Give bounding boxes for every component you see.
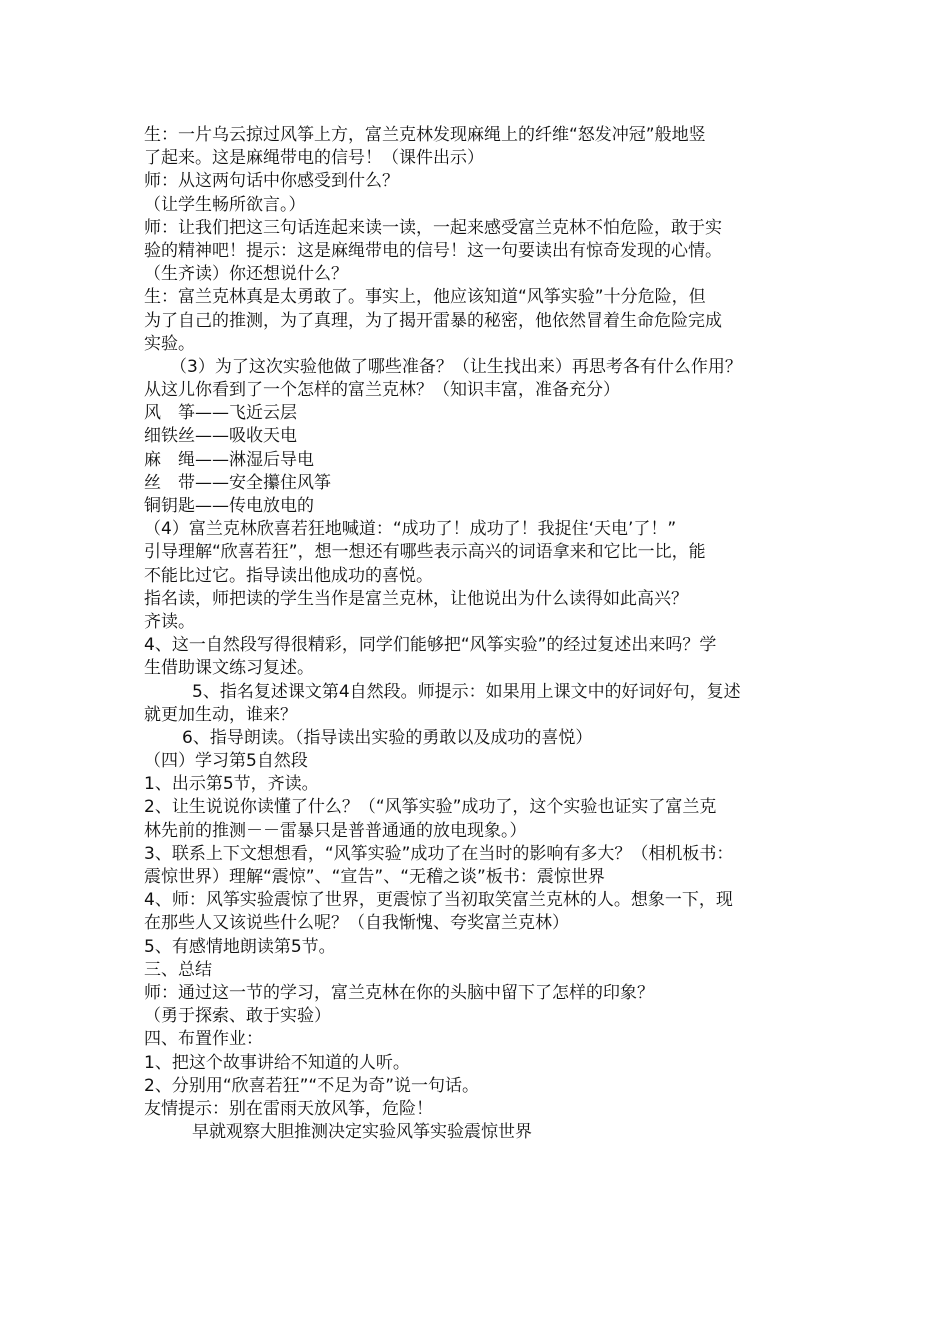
- text-line: 生：一片乌云掠过风筝上方，富兰克林发现麻绳上的纤维“怒发冲冠”般地竖: [144, 125, 706, 145]
- text-line: 实验。: [144, 333, 195, 354]
- text-line: 生借助课文练习复述。: [144, 658, 314, 679]
- text-line: 林先前的推测－－雷暴只是普普通通的放电现象。）: [144, 820, 527, 841]
- text-line: 为了自己的推测，为了真理，为了揭开雷暴的秘密，他依然冒着生命危险完成: [144, 310, 722, 331]
- text-line: 指名读，师把读的学生当作是富兰克林，让他说出为什么读得如此高兴？: [144, 588, 688, 609]
- text-line: 1、把这个故事讲给不知道的人听。: [144, 1052, 410, 1073]
- text-line: 引导理解“欣喜若狂”，想一想还有哪些表示高兴的词语拿来和它比一比，能: [144, 542, 706, 563]
- text-line: 就更加生动，谁来？: [144, 704, 297, 725]
- document-body: [144, 124, 824, 1144]
- text-line: 齐读。: [144, 611, 195, 632]
- text-line: 6、指导朗读。（指导读出实验的勇敢以及成功的喜悦）: [182, 727, 593, 748]
- text-line: （4）富兰克林欣喜若狂地喊道：“成功了！成功了！我捉住‘天电’了！”: [144, 519, 677, 540]
- section-heading: 三、总结: [144, 959, 212, 980]
- text-line: （勇于探索、敢于实验）: [144, 1006, 331, 1027]
- board-summary: 早就观察大胆推测决定实验风筝实验震惊世界: [192, 1122, 532, 1143]
- text-line: （生齐读）你还想说什么？: [144, 264, 348, 285]
- materials-item: 麻 绳——淋湿后导电: [144, 449, 314, 470]
- text-line: 师：从这两句话中你感受到什么？: [144, 171, 399, 192]
- text-line: 验的精神吧！提示：这是麻绳带电的信号！这一句要读出有惊奇发现的心情。: [144, 240, 722, 261]
- text-line: 师：让我们把这三句话连起来读一读，一起来感受富兰克林不怕危险，敢于实: [144, 217, 722, 238]
- text-line: 了起来。这是麻绳带电的信号！（课件出示）: [144, 148, 484, 169]
- materials-item: 铜钥匙——传电放电的: [144, 496, 314, 516]
- section-heading: （四）学习第5自然段: [144, 751, 308, 772]
- text-line: 师：通过这一节的学习，富兰克林在你的头脑中留下了怎样的印象？: [144, 982, 654, 1003]
- text-line: 生：富兰克林真是太勇敢了。事实上，他应该知道“风筝实验”十分危险，但: [144, 287, 706, 308]
- materials-item: 细铁丝——吸收天电: [144, 426, 297, 447]
- text-line: 5、有感情地朗读第5节。: [144, 936, 336, 957]
- materials-item: 丝 带——安全攥住风筝: [144, 472, 331, 493]
- section-heading: 四、布置作业：: [144, 1029, 263, 1050]
- text-line: 4、师：风筝实验震惊了世界，更震惊了当初取笑富兰克林的人。想象一下，现: [144, 890, 733, 911]
- materials-item: 风 筝——飞近云层: [144, 403, 297, 424]
- text-line: 震惊世界）理解“震惊”、“宣告”、“无稽之谈”板书：震惊世界: [144, 867, 605, 887]
- text-line: 友情提示：别在雷雨天放风筝，危险！: [144, 1098, 433, 1119]
- text-line: 在那些人又该说些什么呢？（自我惭愧、夸奖富兰克林）: [144, 913, 569, 934]
- text-line: 2、分别用“欣喜若狂”“不足为奇”说一句话。: [144, 1075, 480, 1096]
- text-line: 从这儿你看到了一个怎样的富兰克林？（知识丰富，准备充分）: [144, 380, 620, 401]
- text-line: 4、这一自然段写得很精彩，同学们能够把“风筝实验”的经过复述出来吗？学: [144, 635, 717, 656]
- text-line: 5、指名复述课文第4自然段。师提示：如果用上课文中的好词好句，复述: [192, 681, 741, 702]
- text-line: 2、让生说说你读懂了什么？（“风筝实验”成功了，这个实验也证实了富兰克: [144, 797, 717, 818]
- text-line: 不能比过它。指导读出他成功的喜悦。: [144, 565, 433, 586]
- text-line: （让学生畅所欲言。）: [144, 194, 306, 215]
- text-line: 3、联系上下文想想看，“风筝实验”成功了在当时的影响有多大？（相机板书：: [144, 843, 734, 864]
- text-line: （3）为了这次实验他做了哪些准备？（让生找出来）再思考各有什么作用？: [170, 356, 742, 377]
- text-line: 1、出示第5节，齐读。: [144, 774, 319, 795]
